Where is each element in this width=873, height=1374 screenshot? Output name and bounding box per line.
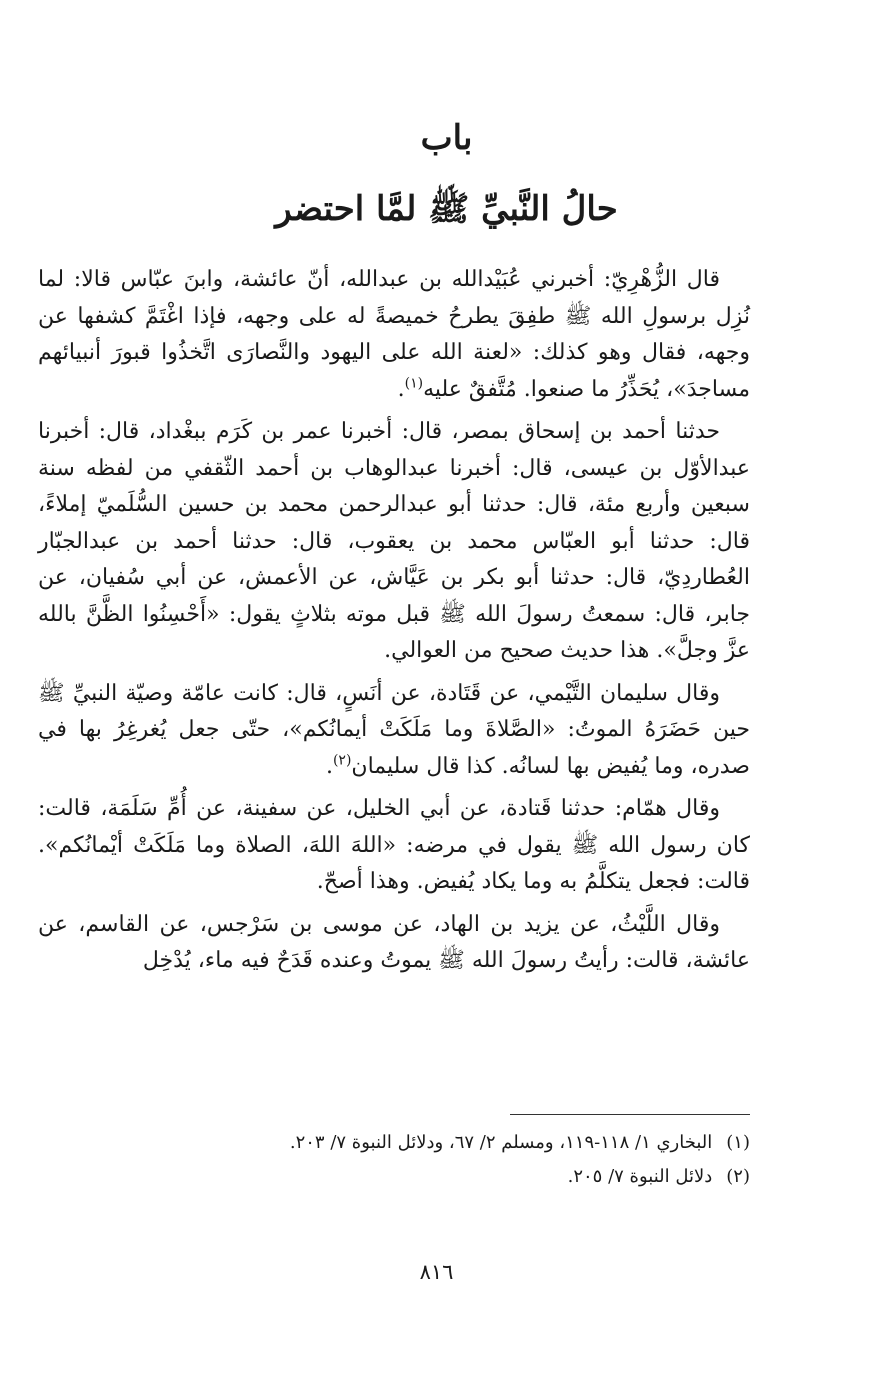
footnote (38, 1126, 750, 1160)
paragraph: وقال اللَّيْثُ، عن يزيد بن الهاد، عن موسى بن سَرْجس، عن القاسم، عن عائشة، قالت: رأيتُ رسولَ الله ﷺ يموتُ وعنده قَدَحٌ فيه ماء، يُدْخِل (38, 911, 750, 973)
chapter-title: حالُ النَّبيِّ ﷺ لمَّا احتضر (275, 189, 618, 229)
paragraph: وقال همّام: حدثنا قَتادة، عن أبي الخليل، عن سفينة، عن أُمِّ سَلَمَة، قالت: كان رسول الله ﷺ يقول في مرضه: «اللهَ اللهَ، الصلاة وما مَلَكَتْ أيْمانُكم». قالت: فجعل يتكلَّمُ به وما يكاد يُفيض. وهذا أصحّ. (38, 796, 750, 894)
footnotes (38, 1126, 750, 1194)
footnote (38, 1160, 750, 1194)
page-number: ٨١٦ (419, 1260, 454, 1284)
paragraph: حدثنا أحمد بن إسحاق بمصر، قال: أخبرنا عمر بن كَرَم ببغْداد، قال: أخبرنا عبدالأوّل بن عيسى، قال: أخبرنا عبدالوهاب بن أحمد الثّقفي من لفظه سنة سبعين وأربع مئة، قال: حدثنا أبو عبدالرحمن محمد بن حسين السُّلَميّ إملاءً، قال: حدثنا أبو العبّاس محمد بن يعقوب، قال: حدثنا أحمد بن عبدالجبّار العُطاردِيّ، قال: حدثنا أبو بكر بن عَيَّاش، عن الأعمش، عن أبي سُفيان، عن جابر، قال: سمعتُ رسولَ الله ﷺ قبل موته بثلاثٍ يقول: «أَحْسِنُوا الظَّنَّ بالله عزَّ وجلَّ». هذا حديث صحيح من العوالي. (38, 419, 750, 663)
footnote-ref[interactable]: (٢) (332, 752, 352, 769)
footnote-text: البخاري ١/ ١١٨-١١٩، ومسلم ٢/ ٦٧، ودلائل النبوة ٧/ ٢٠٣. (289, 1132, 713, 1153)
footnote-text: دلائل النبوة ٧/ ٢٠٥. (567, 1166, 713, 1187)
paragraph: قال الزُّهْرِيّ: أخبرني عُبَيْدالله بن عبدالله، أنّ عائشة، وابنَ عبّاس قالا: لما نُزِل برسولِ الله ﷺ طفِقَ يطرحُ خميصةً له على وجهه، فإذا اغْتَمَّ كشفها عن وجهه، فقال وهو كذلك: «لعنة الله على اليهود والنَّصارَى اتَّخذُوا قبورَ أنبيائهم مساجدَ»، يُحَذِّرُ ما صنعوا. مُتَّفقٌ عليه$^{(١)}$. (38, 267, 750, 402)
paragraph: وقال سليمان التَّيْمي، عن قَتَادة، عن أنَسٍ، قال: كانت عامّة وصيّة النبيِّ ﷺ حين حَضَرَهُ الموتُ: «الصَّلاةَ وما مَلَكَتْ أيمانُكم»، حتّى جعل يُغرغِرُ بها في صدره، وما يُفيض بها لسانُه. كذا قال سليمان$^{(٢)}$. (38, 680, 750, 779)
chapter-heading: باب (420, 118, 473, 158)
footnote-number: (١) (726, 1132, 750, 1153)
body-text (38, 262, 750, 986)
footnote-divider (510, 1114, 750, 1115)
footnote-ref[interactable]: (١) (404, 375, 424, 392)
footnote-number: (٢) (726, 1166, 750, 1187)
